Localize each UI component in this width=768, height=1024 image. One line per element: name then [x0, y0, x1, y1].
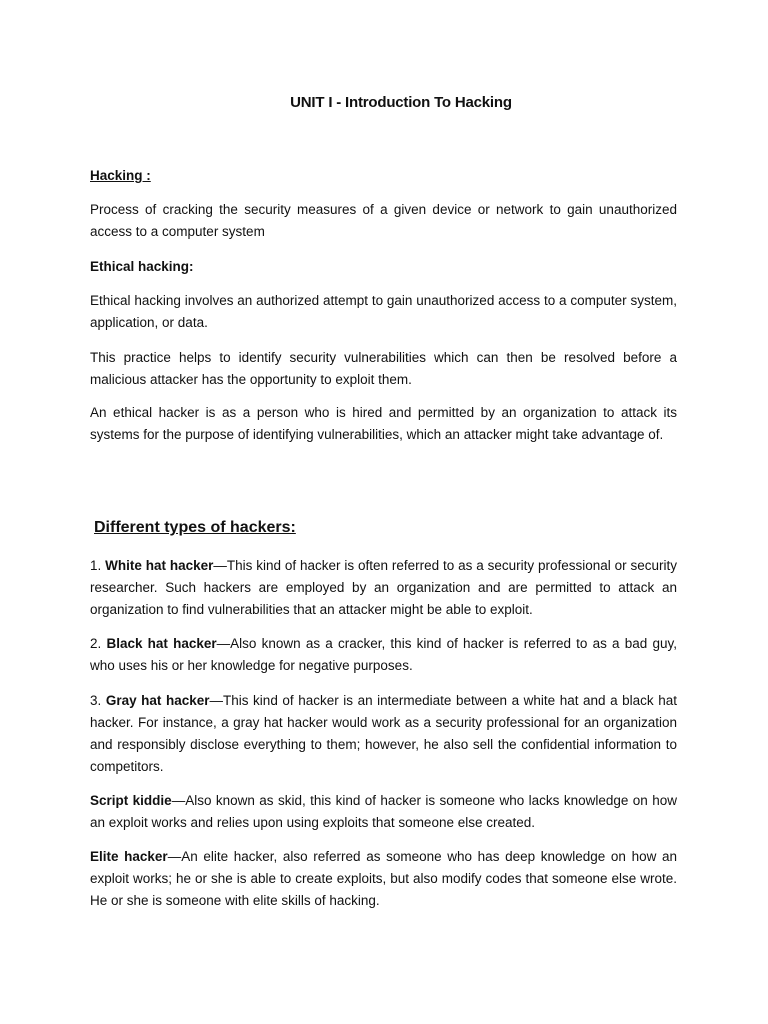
item-prefix: 2.	[90, 636, 107, 651]
item-prefix: 1.	[90, 558, 106, 573]
page-title: UNIT I - Introduction To Hacking	[290, 94, 512, 111]
item-description: —An elite hacker, also referred as someone who has deep knowledge on how an exploit works; he or she is able to create exploits, but also modify codes that someone else wrote. He or she is someone with elite skills of hacking.	[90, 849, 677, 908]
item-term: Gray hat hacker	[105, 693, 210, 708]
ethical-paragraph-3: An ethical hacker is as a person who is hired and permitted by an organization to attack its systems for the purpose of identifying vulnerabilities, which an attacker might take advantage of.	[90, 405, 677, 442]
hacking-heading: Hacking :	[90, 168, 151, 183]
hacker-type-item	[90, 690, 677, 778]
ethical-paragraph-2: This practice helps to identify security vulnerabilities which can then be resolved before a malicious attacker has the opportunity to exploit them.	[90, 350, 677, 387]
item-term: White hat hacker	[105, 558, 214, 573]
item-description: —This kind of hacker is an intermediate between a white hat and a black hat hacker. For instance, a gray hat hacker would work as a security professional for an organization and responsibly disclose everything to them; however, he also sell the confidential information to competitors.	[90, 693, 678, 774]
item-prefix: 3.	[90, 693, 106, 708]
item-term: Black hat hacker	[106, 636, 217, 651]
ethical-hacking-heading: Ethical hacking:	[90, 259, 194, 274]
item-description: —This kind of hacker is often referred to as a security professional or security researcher. Such hackers are employed by an organization and are permitted to attack an organization to find vulnerabilities that an attacker might be able to exploit.	[90, 558, 677, 617]
ethical-paragraph-1: Ethical hacking involves an authorized attempt to gain unauthorized access to a computer system, application, or data.	[90, 293, 677, 330]
hacker-types-heading: Different types of hackers:	[94, 519, 296, 536]
item-term: Script kiddie	[90, 793, 172, 808]
hacker-type-item	[90, 633, 677, 677]
hacker-type-item	[90, 790, 677, 834]
item-term: Elite hacker	[90, 849, 168, 864]
hacker-type-item	[90, 555, 677, 621]
item-description: —Also known as skid, this kind of hacker is someone who lacks knowledge on how an exploit works and relies upon using exploits that someone else created.	[90, 793, 677, 830]
item-description: —Also known as a cracker, this kind of hacker is referred to as a bad guy, who uses his or her knowledge for negative purposes.	[90, 636, 677, 673]
hacker-type-item	[90, 846, 677, 912]
hacking-definition: Process of cracking the security measures of a given device or network to gain unauthorized access to a computer system	[90, 202, 677, 239]
